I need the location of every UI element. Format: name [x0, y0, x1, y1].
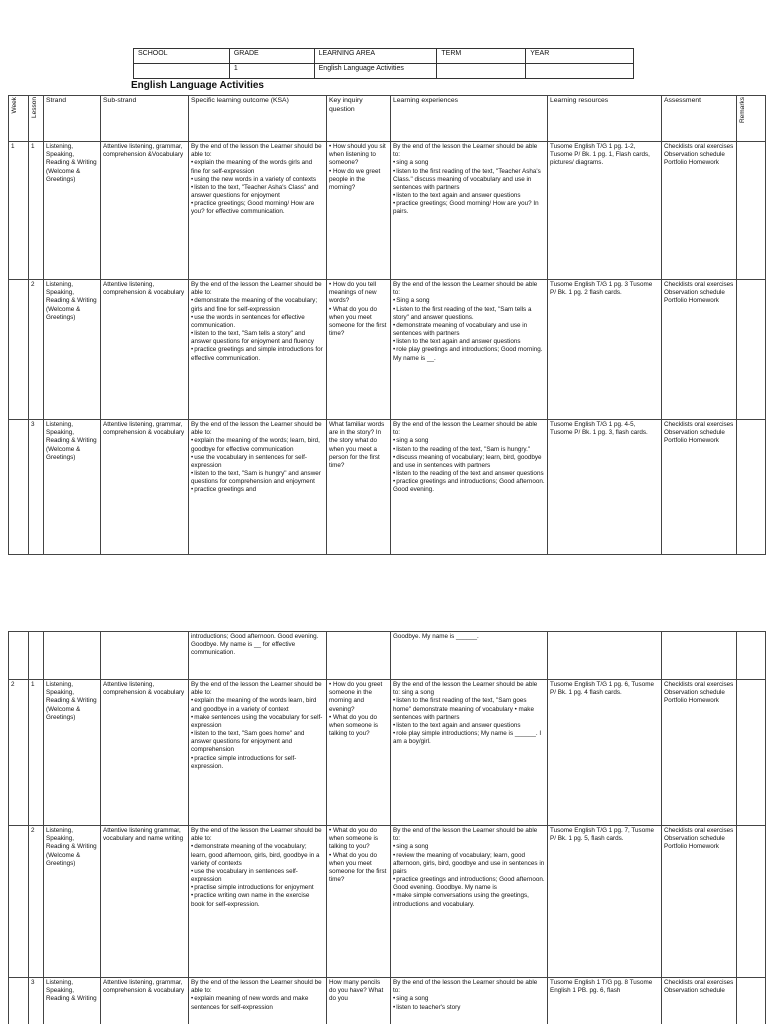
learning-experiences-cell-lead: By the end of the lesson the Learner should be able to: — [393, 979, 538, 995]
week-cell — [9, 826, 29, 978]
lesson-cell: 1 — [29, 680, 44, 826]
lesson-cell: 2 — [29, 826, 44, 978]
list-item: • explain the meaning of the words girls and fine for self-expression — [191, 159, 324, 175]
term-value — [437, 64, 526, 79]
header-learning-experiences: Learning experiences — [391, 96, 548, 142]
learning-experiences-cell-lead: By the end of the lesson the Learner should be able to: — [393, 281, 538, 297]
remarks-cell — [737, 680, 766, 826]
list-item: • Sing a song — [393, 297, 545, 305]
learning-area-value: English Language Activities — [314, 64, 437, 79]
school-label: SCHOOL — [134, 49, 230, 64]
assessment-cell: Checklists oral exercises Observation schedule Portfolio Homework — [662, 680, 737, 826]
list-item: • practise simple introductions for enjoyment — [191, 884, 324, 892]
assessment-cell: Checklists oral exercises Observation schedule — [662, 978, 737, 1024]
grade-label: GRADE — [229, 49, 314, 64]
list-item: • listen to the text again and answer questions — [393, 192, 545, 200]
list-item: • practice greetings and introductions; Good afternoon. Good evening. — [393, 478, 545, 494]
learning-experiences-cell — [391, 420, 548, 555]
lesson-row — [9, 826, 766, 978]
header-row — [9, 96, 766, 142]
header-learning-resources: Learning resources — [548, 96, 662, 142]
lesson-row — [9, 280, 766, 420]
list-item: • practice greetings and introductions; Good afternoon. Good evening. Goodbye. My name is — [393, 876, 545, 892]
list-item: • explain the meaning of the words learn, bird and goodbye in a variety of context — [191, 697, 324, 713]
remarks-cell — [737, 420, 766, 555]
remarks-cell — [737, 280, 766, 420]
week-cell — [9, 420, 29, 555]
header-kiq: Key inquiry question — [327, 96, 391, 142]
lesson-cell: 3 — [29, 978, 44, 1024]
list-item: • discuss meaning of vocabulary; learn, bird, goodbye and use in sentences with partners — [393, 454, 545, 470]
list-item: • sing a song — [393, 995, 545, 1003]
learning-experiences-cell-lead: By the end of the lesson the Learner should be able to: — [393, 143, 538, 159]
slo-cell-lead: By the end of the lesson the Learner should be able to: — [191, 827, 322, 843]
list-item: • practice greetings and — [191, 486, 324, 494]
substrand-cell: Attentive listening, comprehension & vocabulary — [101, 280, 189, 420]
list-item: • listen to the text, "Sam is hungry" and answer questions for comprehension and enjoyment — [191, 470, 324, 486]
list-item: • listen to the text, "Sam tells a story" and answer questions for enjoyment and fluency — [191, 330, 324, 346]
list-item: • use the vocabulary in sentences for self-expression — [191, 454, 324, 470]
lesson-cell: 2 — [29, 280, 44, 420]
school-info-table — [133, 48, 634, 79]
week-cell — [9, 978, 29, 1024]
list-item: • listen to the text again and answer questions — [393, 338, 545, 346]
strand-cell: Listening, Speaking, Reading & Writing (Welcome & Greetings) — [44, 280, 101, 420]
assessment-cell: Checklists oral exercises Observation schedule Portfolio Homework — [662, 420, 737, 555]
week-cell — [9, 280, 29, 420]
slo-cell — [189, 978, 327, 1024]
list-item: • listen to the text, "Sam goes home" and answer questions for enjoyment and comprehension — [191, 730, 324, 755]
learning-experiences-cell — [391, 978, 548, 1024]
header-strand: Strand — [44, 96, 101, 142]
header-remarks: Remarks — [737, 96, 766, 142]
learning-resources-cell: Tusome English T/G 1 pg. 4-5, Tusome P/ Bk. 1 pg. 3, flash cards. — [548, 420, 662, 555]
substrand-cell: Attentive listening, grammar, comprehension & vocabulary — [101, 978, 189, 1024]
list-item: • using the new words in a variety of contexts — [191, 176, 324, 184]
list-item: • listen to the text, "Teacher Asha's Class" and answer questions for enjoyment — [191, 184, 324, 200]
strand-cell: Listening, Speaking, Reading & Writing (Welcome & Greetings) — [44, 142, 101, 280]
list-item: • listen to the first reading of the text, "Teacher Asha's Class." discuss meaning of vocabulary and use in sentences with partners — [393, 168, 545, 193]
kiq-cell: What familiar words are in the story? In the story what do when you meet a person for the first time? — [327, 420, 391, 555]
assessment-cell: Checklists oral exercises Observation schedule Portfolio Homework — [662, 142, 737, 280]
lesson-row — [9, 420, 766, 555]
list-item: • practice greetings and simple introductions for effective communication. — [191, 346, 324, 362]
substrand-cell: Attentive listening, grammar, comprehension &Vocabulary — [101, 142, 189, 280]
week-cell: 2 — [9, 680, 29, 826]
document-title: English Language Activities — [131, 80, 264, 91]
list-item: • practice greetings; Good morning/ How are you? In pairs. — [393, 200, 545, 216]
list-item: • sing a song — [393, 159, 545, 167]
learning-area-label: LEARNING AREA — [314, 49, 437, 64]
slo-cell — [189, 280, 327, 420]
substrand-cell: Attentive listening grammar, vocabulary and name writing — [101, 826, 189, 978]
slo-cell-lead: By the end of the lesson the Learner should be able to: — [191, 421, 322, 437]
list-item: • explain meaning of new words and make sentences for self-expression — [191, 995, 324, 1011]
week-cell: 1 — [9, 142, 29, 280]
header-week: Week — [9, 96, 29, 142]
header-lesson: Lesson — [29, 96, 44, 142]
kiq-cell: • What do you do when someone is talking to you? • What do you do when you meet someone for the first time? — [327, 826, 391, 978]
list-item: • use the words in sentences for effective communication. — [191, 314, 324, 330]
slo-cell-lead: By the end of the lesson the Learner should be able to: — [191, 281, 322, 297]
learning-experiences-cell-lead: By the end of the lesson the Learner should be able to: sing a song — [393, 681, 538, 697]
list-item: • sing a song — [393, 843, 545, 851]
learning-experiences-cell-lead: By the end of the lesson the Learner should be able to: — [393, 827, 538, 843]
header-slo: Specific learning outcome (KSA) — [189, 96, 327, 142]
slo-cell-lead: By the end of the lesson the Learner should be able to: — [191, 979, 322, 995]
header-assessment: Assessment — [662, 96, 737, 142]
grade-value: 1 — [229, 64, 314, 79]
kiq-cell: • How should you sit when listening to someone? • How do we greet people in the morning? — [327, 142, 391, 280]
learning-resources-cell: Tusome English T/G 1 pg. 6, Tusome P/ Bk. 1 pg. 4 flash cards. — [548, 680, 662, 826]
list-item: • listen to the reading of the text and answer questions — [393, 470, 545, 478]
list-item: • listen to the first reading of the text, "Sam goes home" demonstrate meaning of vocabulary • make sentences with partners — [393, 697, 545, 722]
list-item: • practice writing own name in the exercise book for self-expression. — [191, 892, 324, 908]
list-item: • Listen to the first reading of the text, "Sam tells a story" and answer questions. — [393, 306, 545, 322]
continuation-row — [9, 632, 766, 680]
learning-resources-cell: Tusome English 1 T/G pg. 8 Tusome English 1 PB. pg. 6, flash — [548, 978, 662, 1024]
list-item: • role play greetings and introductions; Good morning. My name is __. — [393, 346, 545, 362]
list-item: • listen to teacher's story — [393, 1004, 545, 1012]
lesson-cell: 1 — [29, 142, 44, 280]
list-item: • make sentences using the vocabulary for self-expression — [191, 714, 324, 730]
slo-cell-lead: By the end of the lesson the Learner should be able to: — [191, 143, 322, 159]
strand-cell: Listening, Speaking, Reading & Writing (Welcome & Greetings) — [44, 420, 101, 555]
slo-cell — [189, 826, 327, 978]
lesson-cell: 3 — [29, 420, 44, 555]
remarks-cell — [737, 978, 766, 1024]
learning-experiences-cell — [391, 680, 548, 826]
school-value — [134, 64, 230, 79]
list-item: • demonstrate meaning of the vocabulary; learn, good afternoon, girls, bird, goodbye in a variety of contexts — [191, 843, 324, 868]
learning-resources-cell: Tusome English T/G 1 pg. 1-2, Tusome P/ Bk. 1 pg. 1, Flash cards, pictures/ diagrams. — [548, 142, 662, 280]
list-item: • listen to the reading of the text, "Sam is hungry." — [393, 446, 545, 454]
assessment-cell: Checklists oral exercises Observation schedule Portfolio Homework — [662, 826, 737, 978]
slo-cell — [189, 680, 327, 826]
kiq-cell: • How do you greet someone in the morning and evening? • What do you do when someone is talking to you? — [327, 680, 391, 826]
strand-cell: Listening, Speaking, Reading & Writing (Welcome & Greetings) — [44, 826, 101, 978]
remarks-cell — [737, 142, 766, 280]
learning-resources-cell: Tusome English T/G 1 pg. 7, Tusome P/ Bk. 1 pg. 5, flash cards. — [548, 826, 662, 978]
slo-cell — [189, 142, 327, 280]
learning-resources-cell: Tusome English T/G 1 pg. 3 Tusome P/ Bk. 1 pg. 2 flash cards. — [548, 280, 662, 420]
scheme-table-page-1 — [8, 95, 766, 555]
substrand-cell: Attentive listening, comprehension & vocabulary — [101, 680, 189, 826]
year-label: YEAR — [526, 49, 634, 64]
slo-cell — [189, 420, 327, 555]
kiq-cell: How many pencils do you have? What do you — [327, 978, 391, 1024]
list-item: • sing a song — [393, 437, 545, 445]
learning-experiences-cell — [391, 280, 548, 420]
lesson-row — [9, 680, 766, 826]
assessment-cell: Checklists oral exercises Observation schedule Portfolio Homework — [662, 280, 737, 420]
term-label: TERM — [437, 49, 526, 64]
list-item: • use the vocabulary in sentences self-expression — [191, 868, 324, 884]
list-item: • review the meaning of vocabulary; learn, good afternoon, girls, bird, goodbye and use in sentences in pairs — [393, 852, 545, 877]
list-item: • demonstrate meaning of vocabulary and use in sentences with partners — [393, 322, 545, 338]
remarks-cell — [737, 826, 766, 978]
list-item: • explain the meaning of the words; learn, bird, goodbye for effective communication — [191, 437, 324, 453]
strand-cell: Listening, Speaking, Reading & Writing (Welcome & Greetings) — [44, 680, 101, 826]
substrand-cell: Attentive listening, grammar, comprehension & vocabulary — [101, 420, 189, 555]
list-item: • practice greetings; Good morning/ How are you? for effective communication. — [191, 200, 324, 216]
list-item: • listen to the text again and answer questions — [393, 722, 545, 730]
lesson-row — [9, 978, 766, 1024]
list-item: • practice simple introductions for self-expression. — [191, 755, 324, 771]
kiq-cell: • How do you tell meanings of new words? • What do you do when you meet someone for the first time? — [327, 280, 391, 420]
lesson-row — [9, 142, 766, 280]
continued-learning-experiences: Goodbye. My name is ______. — [391, 632, 548, 680]
header-substrand: Sub-strand — [101, 96, 189, 142]
learning-experiences-cell — [391, 826, 548, 978]
strand-cell: Listening, Speaking, Reading & Writing — [44, 978, 101, 1024]
scheme-table-page-2 — [8, 631, 766, 1024]
learning-experiences-cell — [391, 142, 548, 280]
year-value — [526, 64, 634, 79]
list-item: • role play simple introductions; My name is ______. I am a boy/girl. — [393, 730, 545, 746]
slo-cell-lead: By the end of the lesson the Learner should be able to: — [191, 681, 322, 697]
learning-experiences-cell-lead: By the end of the lesson the Learner should be able to: — [393, 421, 538, 437]
continued-slo: introductions; Good afternoon. Good evening. Goodbye. My name is __ for effective communication. — [189, 632, 327, 680]
list-item: • demonstrate the meaning of the vocabulary; girls and fine for self-expression — [191, 297, 324, 313]
list-item: • make simple conversations using the greetings, introductions and vocabulary. — [393, 892, 545, 908]
